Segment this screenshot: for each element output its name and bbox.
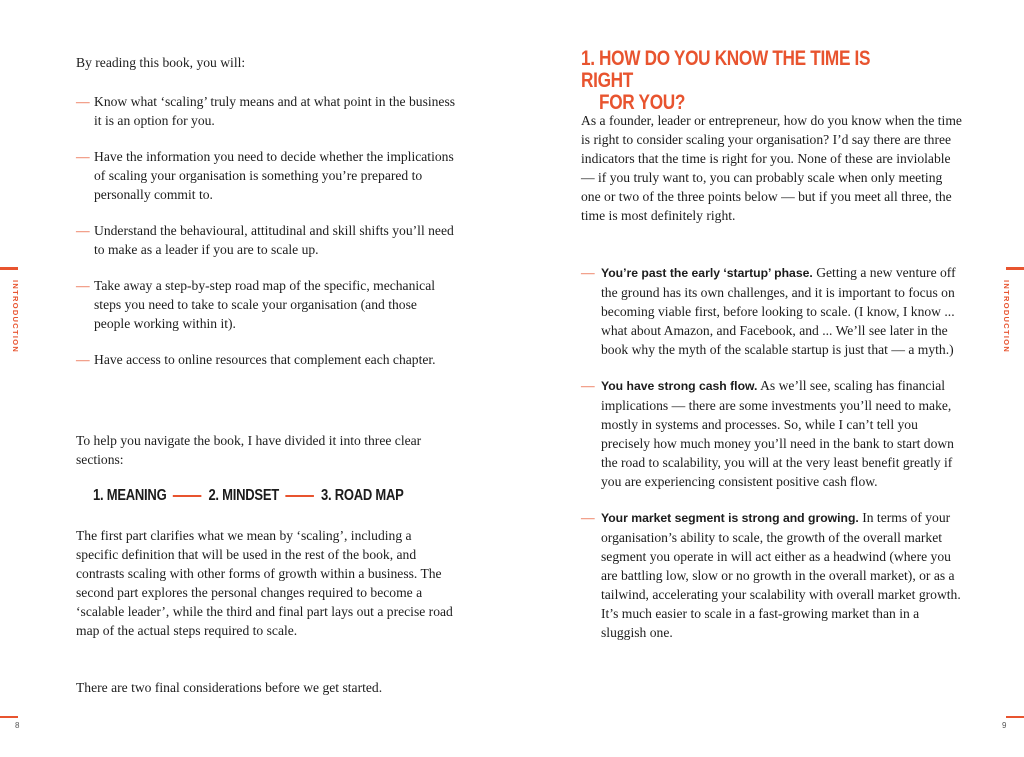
page-number: 9 [1002, 721, 1007, 730]
chapter-heading [581, 48, 909, 114]
heading-line-2: FOR YOU? [599, 91, 686, 114]
list-item: — Understand the behavioural, attitudinal and skill shifts you’ll need to make as a leader if you are to scale up. [76, 223, 454, 257]
list-item: — You have strong cash flow. As we’ll see, scaling has financial implications — there are some investments you’ll need to make, mostly in systems and processes. So, while I can’t tell you precisely how much money you’ll need in the bank to start down the road to scalability, you will at the very least benefit greatly if you are experiencing consistent positive cash flow. [581, 378, 954, 489]
list-item: — You’re past the early ‘startup’ phase. Getting a new venture off the ground has its own challenges, and it is important to focus on becoming viable first, before looking to scale. (I know, I know ... what about Amazon, and Facebook, and ... We’ll see later in the book why the myth of the scalable startup is just that — a myth.) [581, 265, 956, 357]
footer-marker [0, 716, 18, 718]
navigate-paragraph: To help you navigate the book, I have divided it into three clear sections: [76, 433, 422, 467]
benefits-list [76, 92, 456, 386]
side-tab-marker [1006, 267, 1024, 270]
list-item: — Have access to online resources that complement each chapter. [76, 352, 436, 367]
side-label: INTRODUCTION [11, 280, 20, 354]
intro-text: By reading this book, you will: [76, 55, 246, 70]
dash-icon: — [581, 265, 595, 280]
dash-icon: — [76, 149, 90, 164]
closing-paragraph: There are two final considerations before we get started. [76, 680, 383, 695]
side-tab-marker [0, 267, 18, 270]
dash-icon: — [76, 223, 90, 238]
sections-paragraph: The first part clarifies what we mean by ‘scaling’, including a specific definition that will be used in the rest of the book, and contrasts scaling with other forms of growth within a business. The second part explores the personal changes required to become a ‘scalable leader’, while the third and final part lays out a precise road map of the actual steps required to scale. [76, 528, 453, 638]
bullet-lead: You’re past the early ‘startup’ phase. [601, 266, 813, 280]
page-number: 8 [15, 721, 20, 730]
dash-icon: — [76, 278, 90, 293]
section-road-map: 3. ROAD MAP [320, 487, 404, 504]
section-mindset: 2. MINDSET [208, 487, 279, 504]
dash-icon: — [76, 94, 90, 109]
bullet-lead: Your market segment is strong and growing. [601, 511, 859, 525]
dash-icon: — [581, 510, 595, 525]
side-label: INTRODUCTION [1002, 280, 1011, 354]
list-item: — Your market segment is strong and growing. In terms of your organisation’s ability to scale, the growth of the overall market segment you operate in will act either as a headwind (where you are battling low, slow or no growth in the overall market), or as a tailwind, accelerating your scalability with overall market growth. It’s much easier to scale in a fast-growing market than in a sluggish one. [581, 510, 961, 640]
list-item: — Take away a step-by-step road map of the specific, mechanical steps you need to take to scale your organisation (and those people working within it). [76, 278, 436, 331]
footer-marker [1006, 716, 1024, 718]
section-meaning: 1. MEANING [93, 487, 167, 504]
dash-icon: — [581, 378, 595, 393]
sections-row [93, 486, 404, 506]
indicators-list [581, 263, 963, 659]
list-item: — Have the information you need to decide whether the implications of scaling your organisation is something you’re prepared to personally commit to. [76, 149, 454, 202]
right-page [512, 0, 1024, 757]
connector-line [286, 495, 315, 497]
heading-line-1: HOW DO YOU KNOW THE TIME IS RIGHT [581, 47, 871, 92]
bullet-lead: You have strong cash flow. [601, 379, 758, 393]
list-item: — Know what ‘scaling’ truly means and at what point in the business it is an option for you. [76, 94, 456, 128]
dash-icon: — [76, 352, 90, 367]
chapter-intro-paragraph: As a founder, leader or entrepreneur, how do you know when the time is right to consider scaling your organisation? I’d say there are three indicators that the time is right for you. None of these are inviolable — if you truly want to, you can probably scale when only meeting one or two of the three points below — but if you meet all three, the time is most definitely right. [581, 113, 962, 223]
heading-number: 1. [581, 47, 595, 70]
connector-line [173, 495, 202, 497]
